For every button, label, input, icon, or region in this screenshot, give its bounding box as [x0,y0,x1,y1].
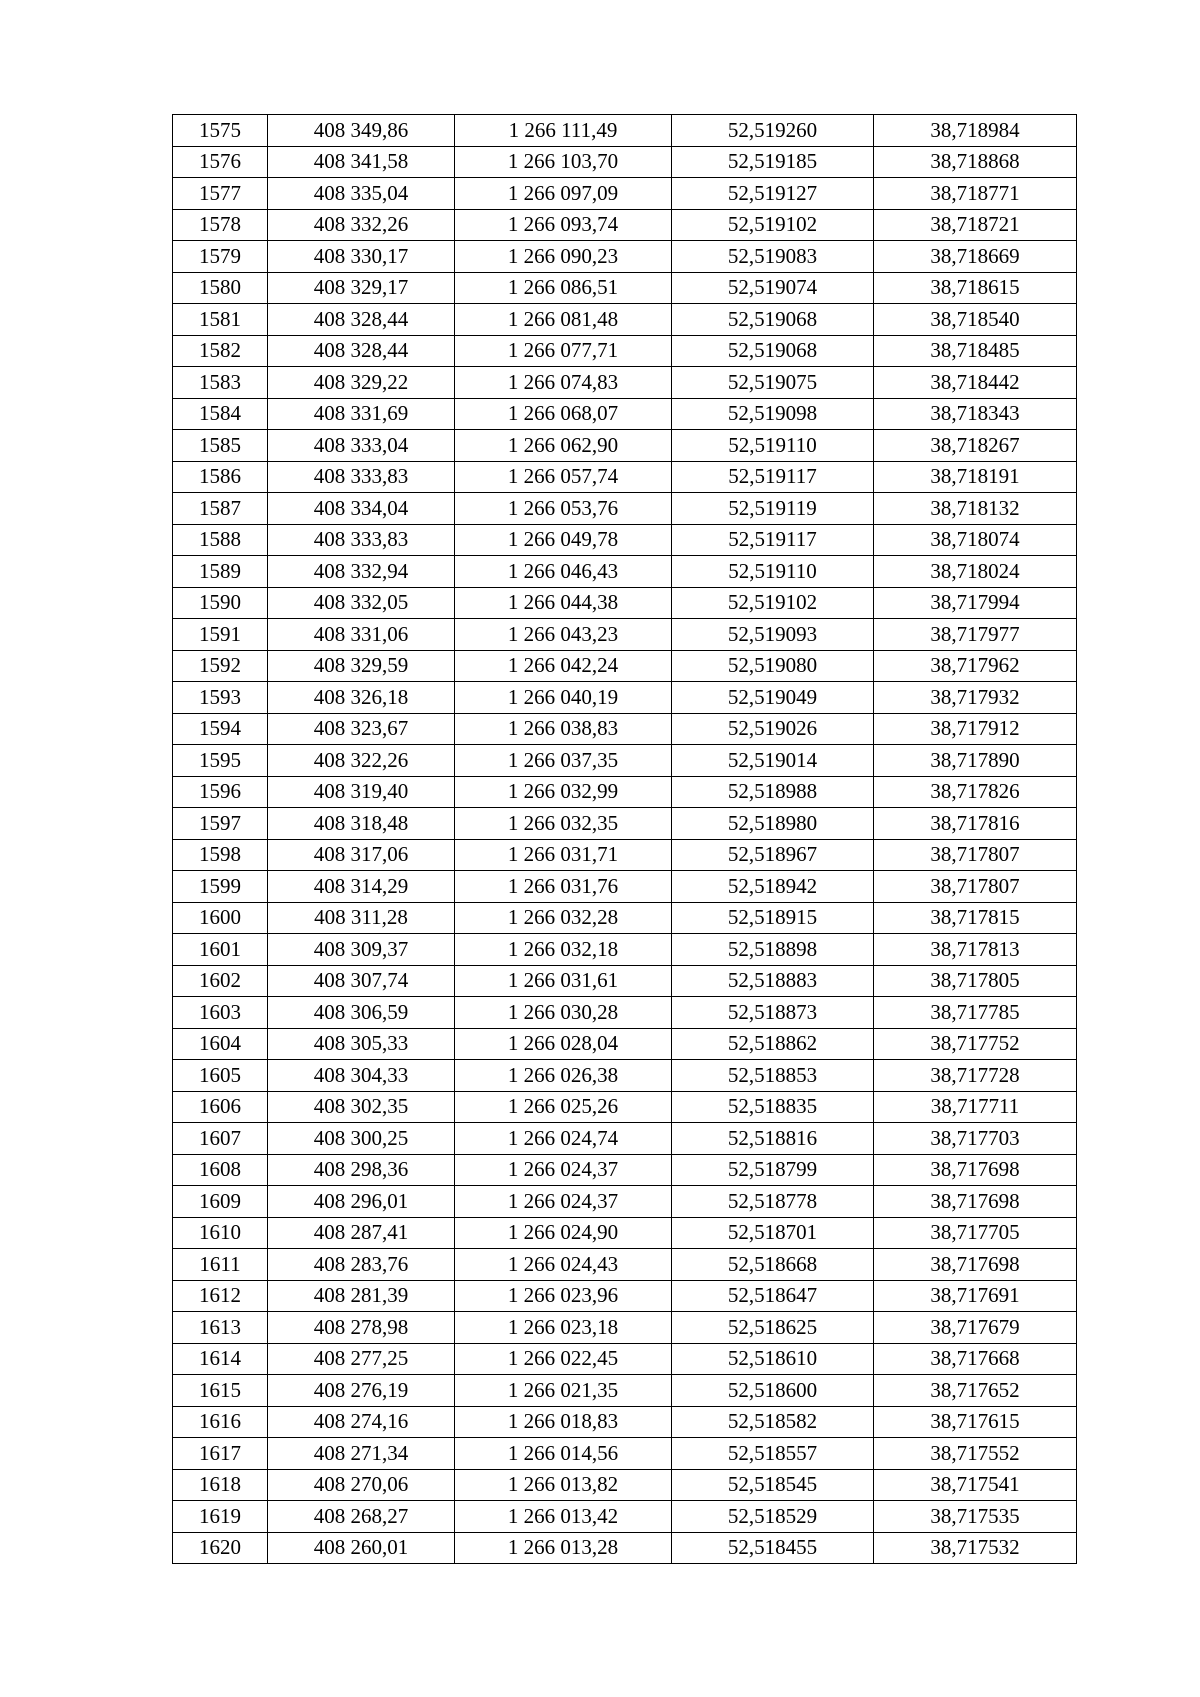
table-row [173,524,1077,556]
y-coordinate-cell: 1 266 032,28 [455,902,672,934]
longitude-cell: 38,717815 [874,902,1077,934]
table-row [173,1280,1077,1312]
point-number-cell: 1583 [173,367,268,399]
table-row [173,304,1077,336]
latitude-cell: 52,518610 [672,1343,874,1375]
latitude-cell: 52,519110 [672,556,874,588]
x-coordinate-cell: 408 329,59 [268,650,455,682]
longitude-cell: 38,718868 [874,146,1077,178]
longitude-cell: 38,718191 [874,461,1077,493]
y-coordinate-cell: 1 266 025,26 [455,1091,672,1123]
longitude-cell: 38,717703 [874,1123,1077,1155]
y-coordinate-cell: 1 266 024,43 [455,1249,672,1281]
latitude-cell: 52,518967 [672,839,874,871]
x-coordinate-cell: 408 319,40 [268,776,455,808]
longitude-cell: 38,717541 [874,1469,1077,1501]
x-coordinate-cell: 408 278,98 [268,1312,455,1344]
point-number-cell: 1611 [173,1249,268,1281]
latitude-cell: 52,518873 [672,997,874,1029]
latitude-cell: 52,519075 [672,367,874,399]
point-number-cell: 1589 [173,556,268,588]
latitude-cell: 52,518883 [672,965,874,997]
x-coordinate-cell: 408 328,44 [268,304,455,336]
longitude-cell: 38,718615 [874,272,1077,304]
x-coordinate-cell: 408 314,29 [268,871,455,903]
table-row [173,335,1077,367]
latitude-cell: 52,518455 [672,1532,874,1564]
table-row [173,1060,1077,1092]
longitude-cell: 38,717890 [874,745,1077,777]
x-coordinate-cell: 408 332,05 [268,587,455,619]
longitude-cell: 38,717679 [874,1312,1077,1344]
table-row [173,713,1077,745]
point-number-cell: 1620 [173,1532,268,1564]
y-coordinate-cell: 1 266 093,74 [455,209,672,241]
x-coordinate-cell: 408 283,76 [268,1249,455,1281]
table-row [173,1249,1077,1281]
longitude-cell: 38,717652 [874,1375,1077,1407]
longitude-cell: 38,717698 [874,1186,1077,1218]
point-number-cell: 1605 [173,1060,268,1092]
table-row [173,1186,1077,1218]
y-coordinate-cell: 1 266 018,83 [455,1406,672,1438]
point-number-cell: 1612 [173,1280,268,1312]
point-number-cell: 1592 [173,650,268,682]
table-row [173,1091,1077,1123]
latitude-cell: 52,519074 [672,272,874,304]
point-number-cell: 1594 [173,713,268,745]
document-page [172,114,1076,1564]
longitude-cell: 38,717932 [874,682,1077,714]
point-number-cell: 1607 [173,1123,268,1155]
latitude-cell: 52,518582 [672,1406,874,1438]
latitude-cell: 52,518988 [672,776,874,808]
x-coordinate-cell: 408 271,34 [268,1438,455,1470]
longitude-cell: 38,717728 [874,1060,1077,1092]
y-coordinate-cell: 1 266 024,74 [455,1123,672,1155]
longitude-cell: 38,717705 [874,1217,1077,1249]
longitude-cell: 38,717977 [874,619,1077,651]
y-coordinate-cell: 1 266 086,51 [455,272,672,304]
point-number-cell: 1597 [173,808,268,840]
x-coordinate-cell: 408 300,25 [268,1123,455,1155]
y-coordinate-cell: 1 266 044,38 [455,587,672,619]
point-number-cell: 1576 [173,146,268,178]
table-row [173,871,1077,903]
y-coordinate-cell: 1 266 043,23 [455,619,672,651]
latitude-cell: 52,519068 [672,304,874,336]
longitude-cell: 38,718132 [874,493,1077,525]
x-coordinate-cell: 408 349,86 [268,115,455,147]
latitude-cell: 52,518668 [672,1249,874,1281]
x-coordinate-cell: 408 330,17 [268,241,455,273]
longitude-cell: 38,717615 [874,1406,1077,1438]
table-row [173,1375,1077,1407]
table-row [173,493,1077,525]
x-coordinate-cell: 408 270,06 [268,1469,455,1501]
table-row [173,1123,1077,1155]
x-coordinate-cell: 408 302,35 [268,1091,455,1123]
point-number-cell: 1575 [173,115,268,147]
latitude-cell: 52,518529 [672,1501,874,1533]
table-row [173,1532,1077,1564]
point-number-cell: 1587 [173,493,268,525]
y-coordinate-cell: 1 266 026,38 [455,1060,672,1092]
table-row [173,367,1077,399]
longitude-cell: 38,717962 [874,650,1077,682]
x-coordinate-cell: 408 304,33 [268,1060,455,1092]
y-coordinate-cell: 1 266 062,90 [455,430,672,462]
point-number-cell: 1617 [173,1438,268,1470]
longitude-cell: 38,717752 [874,1028,1077,1060]
x-coordinate-cell: 408 331,06 [268,619,455,651]
y-coordinate-cell: 1 266 024,37 [455,1186,672,1218]
latitude-cell: 52,518545 [672,1469,874,1501]
table-row [173,1343,1077,1375]
y-coordinate-cell: 1 266 090,23 [455,241,672,273]
longitude-cell: 38,717535 [874,1501,1077,1533]
point-number-cell: 1619 [173,1501,268,1533]
latitude-cell: 52,519068 [672,335,874,367]
longitude-cell: 38,717698 [874,1249,1077,1281]
longitude-cell: 38,717807 [874,871,1077,903]
y-coordinate-cell: 1 266 111,49 [455,115,672,147]
x-coordinate-cell: 408 287,41 [268,1217,455,1249]
point-number-cell: 1600 [173,902,268,934]
table-row [173,241,1077,273]
latitude-cell: 52,519185 [672,146,874,178]
longitude-cell: 38,718721 [874,209,1077,241]
y-coordinate-cell: 1 266 022,45 [455,1343,672,1375]
x-coordinate-cell: 408 298,36 [268,1154,455,1186]
longitude-cell: 38,717994 [874,587,1077,619]
point-number-cell: 1614 [173,1343,268,1375]
y-coordinate-cell: 1 266 023,18 [455,1312,672,1344]
longitude-cell: 38,717813 [874,934,1077,966]
point-number-cell: 1593 [173,682,268,714]
x-coordinate-cell: 408 332,94 [268,556,455,588]
longitude-cell: 38,717785 [874,997,1077,1029]
x-coordinate-cell: 408 260,01 [268,1532,455,1564]
longitude-cell: 38,717816 [874,808,1077,840]
latitude-cell: 52,518835 [672,1091,874,1123]
table-row [173,1438,1077,1470]
table-row [173,556,1077,588]
longitude-cell: 38,717912 [874,713,1077,745]
x-coordinate-cell: 408 332,26 [268,209,455,241]
longitude-cell: 38,718984 [874,115,1077,147]
table-row [173,776,1077,808]
point-number-cell: 1610 [173,1217,268,1249]
point-number-cell: 1606 [173,1091,268,1123]
longitude-cell: 38,717668 [874,1343,1077,1375]
latitude-cell: 52,518701 [672,1217,874,1249]
point-number-cell: 1618 [173,1469,268,1501]
point-number-cell: 1601 [173,934,268,966]
latitude-cell: 52,519093 [672,619,874,651]
x-coordinate-cell: 408 305,33 [268,1028,455,1060]
y-coordinate-cell: 1 266 077,71 [455,335,672,367]
y-coordinate-cell: 1 266 037,35 [455,745,672,777]
table-row [173,902,1077,934]
x-coordinate-cell: 408 274,16 [268,1406,455,1438]
point-number-cell: 1598 [173,839,268,871]
x-coordinate-cell: 408 307,74 [268,965,455,997]
x-coordinate-cell: 408 328,44 [268,335,455,367]
latitude-cell: 52,519102 [672,587,874,619]
x-coordinate-cell: 408 333,83 [268,524,455,556]
point-number-cell: 1582 [173,335,268,367]
latitude-cell: 52,519026 [672,713,874,745]
table-row [173,272,1077,304]
longitude-cell: 38,718024 [874,556,1077,588]
table-row [173,997,1077,1029]
table-row [173,398,1077,430]
coordinates-table-body [173,115,1077,1564]
y-coordinate-cell: 1 266 031,61 [455,965,672,997]
point-number-cell: 1603 [173,997,268,1029]
x-coordinate-cell: 408 329,17 [268,272,455,304]
y-coordinate-cell: 1 266 040,19 [455,682,672,714]
latitude-cell: 52,518778 [672,1186,874,1218]
latitude-cell: 52,519049 [672,682,874,714]
point-number-cell: 1608 [173,1154,268,1186]
table-row [173,146,1077,178]
y-coordinate-cell: 1 266 014,56 [455,1438,672,1470]
longitude-cell: 38,717532 [874,1532,1077,1564]
table-row [173,1469,1077,1501]
y-coordinate-cell: 1 266 068,07 [455,398,672,430]
point-number-cell: 1580 [173,272,268,304]
latitude-cell: 52,518898 [672,934,874,966]
y-coordinate-cell: 1 266 074,83 [455,367,672,399]
point-number-cell: 1615 [173,1375,268,1407]
x-coordinate-cell: 408 335,04 [268,178,455,210]
x-coordinate-cell: 408 317,06 [268,839,455,871]
latitude-cell: 52,519080 [672,650,874,682]
point-number-cell: 1586 [173,461,268,493]
y-coordinate-cell: 1 266 024,90 [455,1217,672,1249]
longitude-cell: 38,717552 [874,1438,1077,1470]
longitude-cell: 38,717826 [874,776,1077,808]
latitude-cell: 52,519117 [672,524,874,556]
x-coordinate-cell: 408 322,26 [268,745,455,777]
latitude-cell: 52,518915 [672,902,874,934]
point-number-cell: 1579 [173,241,268,273]
x-coordinate-cell: 408 309,37 [268,934,455,966]
latitude-cell: 52,518980 [672,808,874,840]
latitude-cell: 52,519014 [672,745,874,777]
y-coordinate-cell: 1 266 013,82 [455,1469,672,1501]
table-row [173,745,1077,777]
y-coordinate-cell: 1 266 030,28 [455,997,672,1029]
latitude-cell: 52,519260 [672,115,874,147]
y-coordinate-cell: 1 266 103,70 [455,146,672,178]
table-row [173,587,1077,619]
table-row [173,808,1077,840]
point-number-cell: 1599 [173,871,268,903]
x-coordinate-cell: 408 333,83 [268,461,455,493]
y-coordinate-cell: 1 266 097,09 [455,178,672,210]
y-coordinate-cell: 1 266 031,71 [455,839,672,871]
y-coordinate-cell: 1 266 081,48 [455,304,672,336]
latitude-cell: 52,519083 [672,241,874,273]
latitude-cell: 52,519110 [672,430,874,462]
table-row [173,1217,1077,1249]
coordinates-table [172,114,1077,1564]
x-coordinate-cell: 408 296,01 [268,1186,455,1218]
longitude-cell: 38,717807 [874,839,1077,871]
table-row [173,1154,1077,1186]
point-number-cell: 1602 [173,965,268,997]
longitude-cell: 38,718074 [874,524,1077,556]
x-coordinate-cell: 408 318,48 [268,808,455,840]
x-coordinate-cell: 408 333,04 [268,430,455,462]
table-row [173,1028,1077,1060]
x-coordinate-cell: 408 277,25 [268,1343,455,1375]
point-number-cell: 1581 [173,304,268,336]
y-coordinate-cell: 1 266 032,18 [455,934,672,966]
latitude-cell: 52,518853 [672,1060,874,1092]
latitude-cell: 52,518799 [672,1154,874,1186]
longitude-cell: 38,717698 [874,1154,1077,1186]
latitude-cell: 52,518942 [672,871,874,903]
longitude-cell: 38,718540 [874,304,1077,336]
x-coordinate-cell: 408 268,27 [268,1501,455,1533]
table-row [173,178,1077,210]
latitude-cell: 52,518557 [672,1438,874,1470]
y-coordinate-cell: 1 266 028,04 [455,1028,672,1060]
latitude-cell: 52,518600 [672,1375,874,1407]
table-row [173,1312,1077,1344]
point-number-cell: 1604 [173,1028,268,1060]
y-coordinate-cell: 1 266 049,78 [455,524,672,556]
x-coordinate-cell: 408 341,58 [268,146,455,178]
point-number-cell: 1613 [173,1312,268,1344]
x-coordinate-cell: 408 311,28 [268,902,455,934]
latitude-cell: 52,519117 [672,461,874,493]
longitude-cell: 38,718771 [874,178,1077,210]
latitude-cell: 52,518625 [672,1312,874,1344]
point-number-cell: 1595 [173,745,268,777]
table-row [173,839,1077,871]
y-coordinate-cell: 1 266 031,76 [455,871,672,903]
table-row [173,650,1077,682]
longitude-cell: 38,718267 [874,430,1077,462]
latitude-cell: 52,519098 [672,398,874,430]
x-coordinate-cell: 408 326,18 [268,682,455,714]
point-number-cell: 1616 [173,1406,268,1438]
y-coordinate-cell: 1 266 021,35 [455,1375,672,1407]
table-row [173,1501,1077,1533]
point-number-cell: 1578 [173,209,268,241]
latitude-cell: 52,519102 [672,209,874,241]
x-coordinate-cell: 408 334,04 [268,493,455,525]
y-coordinate-cell: 1 266 032,35 [455,808,672,840]
point-number-cell: 1596 [173,776,268,808]
point-number-cell: 1590 [173,587,268,619]
y-coordinate-cell: 1 266 057,74 [455,461,672,493]
longitude-cell: 38,717691 [874,1280,1077,1312]
table-row [173,115,1077,147]
table-row [173,1406,1077,1438]
point-number-cell: 1609 [173,1186,268,1218]
y-coordinate-cell: 1 266 053,76 [455,493,672,525]
latitude-cell: 52,519127 [672,178,874,210]
point-number-cell: 1591 [173,619,268,651]
x-coordinate-cell: 408 306,59 [268,997,455,1029]
longitude-cell: 38,717711 [874,1091,1077,1123]
table-row [173,965,1077,997]
latitude-cell: 52,518862 [672,1028,874,1060]
x-coordinate-cell: 408 329,22 [268,367,455,399]
x-coordinate-cell: 408 331,69 [268,398,455,430]
latitude-cell: 52,518647 [672,1280,874,1312]
table-row [173,619,1077,651]
table-row [173,934,1077,966]
longitude-cell: 38,718669 [874,241,1077,273]
table-row [173,461,1077,493]
x-coordinate-cell: 408 276,19 [268,1375,455,1407]
y-coordinate-cell: 1 266 023,96 [455,1280,672,1312]
table-row [173,209,1077,241]
point-number-cell: 1588 [173,524,268,556]
y-coordinate-cell: 1 266 032,99 [455,776,672,808]
longitude-cell: 38,718343 [874,398,1077,430]
table-row [173,430,1077,462]
y-coordinate-cell: 1 266 046,43 [455,556,672,588]
y-coordinate-cell: 1 266 024,37 [455,1154,672,1186]
longitude-cell: 38,718442 [874,367,1077,399]
table-row [173,682,1077,714]
point-number-cell: 1577 [173,178,268,210]
y-coordinate-cell: 1 266 042,24 [455,650,672,682]
latitude-cell: 52,518816 [672,1123,874,1155]
point-number-cell: 1585 [173,430,268,462]
point-number-cell: 1584 [173,398,268,430]
latitude-cell: 52,519119 [672,493,874,525]
longitude-cell: 38,717805 [874,965,1077,997]
y-coordinate-cell: 1 266 038,83 [455,713,672,745]
x-coordinate-cell: 408 323,67 [268,713,455,745]
y-coordinate-cell: 1 266 013,42 [455,1501,672,1533]
y-coordinate-cell: 1 266 013,28 [455,1532,672,1564]
longitude-cell: 38,718485 [874,335,1077,367]
x-coordinate-cell: 408 281,39 [268,1280,455,1312]
